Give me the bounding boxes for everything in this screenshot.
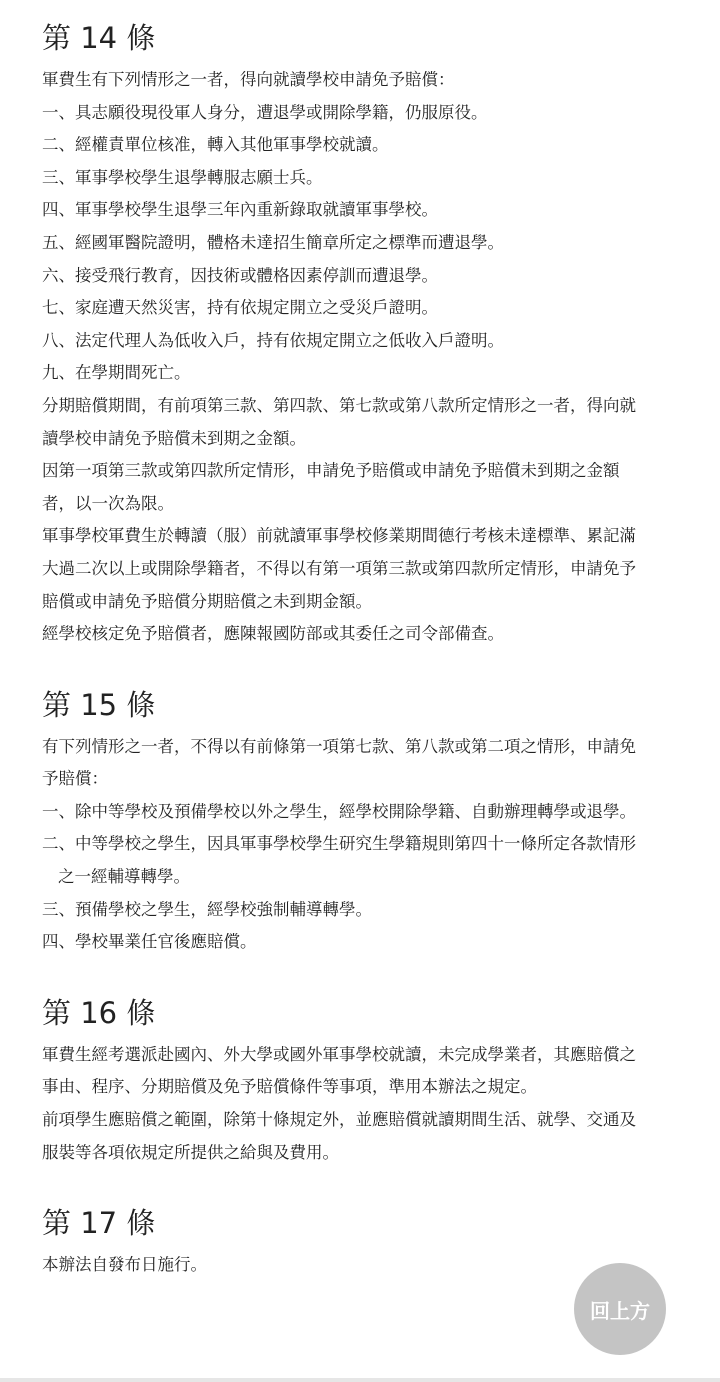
article-16	[42, 993, 642, 1169]
article-15	[42, 685, 642, 959]
list-item: 二、中等學校之學生，因具軍事學校學生研究生學籍規則第四十一條所定各款情形之一經輔導轉學。	[42, 834, 636, 887]
article-title: 第 17 條	[42, 1206, 156, 1241]
list-item: 六、接受飛行教育，因技術或體格因素停訓而遭退學。	[42, 265, 438, 285]
list-item: 一、除中等學校及預備學校以外之學生，經學校開除學籍、自動辦理轉學或退學。	[42, 801, 636, 821]
list-item: 四、學校畢業任官後應賠償。	[42, 932, 257, 952]
article-title: 第 15 條	[42, 687, 156, 722]
article-title: 第 16 條	[42, 995, 156, 1030]
article-title: 第 14 條	[42, 21, 156, 55]
article-14	[42, 18, 642, 651]
list-item: 九、在學期間死亡。	[42, 363, 191, 383]
article-17	[42, 1203, 642, 1282]
paragraph: 分期賠償期間，有前項第三款、第四款、第七款或第八款所定情形之一者，得向就讀學校申請免予賠償未到期之金額。	[42, 395, 636, 448]
paragraph: 軍費生有下列情形之一者，得向就讀學校申請免予賠償：	[42, 70, 455, 89]
paragraph: 有下列情形之一者，不得以有前條第一項第七款、第八款或第二項之情形，申請免予賠償：	[42, 736, 636, 789]
paragraph: 經學校核定免予賠償者，應陳報國防部或其委任之司令部備查。	[42, 624, 504, 644]
paragraph: 軍費生經考選派赴國內、外大學或國外軍事學校就讀，未完成學業者，其應賠償之事由、程序、分期賠償及免予賠償條件等事項，準用本辦法之規定。	[42, 1044, 636, 1097]
paragraph: 前項學生應賠償之範圍，除第十條規定外，並應賠償就讀期間生活、就學、交通及服裝等各項依規定所提供之給與及費用。	[42, 1110, 636, 1162]
back-to-top-button[interactable]: 回上方	[574, 1263, 666, 1355]
list-item: 二、經權責單位核准，轉入其他軍事學校就讀。	[42, 135, 389, 155]
list-item: 一、具志願役現役軍人身分，遭退學或開除學籍，仍服原役。	[42, 102, 488, 122]
list-item: 五、經國軍醫院證明，體格未達招生簡章所定之標準而遭退學。	[42, 232, 504, 252]
paragraph: 軍事學校軍費生於轉讀（服）前就讀軍事學校修業期間德行考核未達標準、累記滿大過二次以上或開除學籍者，不得以有第一項第三款或第四款所定情形，申請免予賠償或申請免予賠償分期賠償之未到期金額。	[42, 526, 636, 611]
list-item: 七、家庭遭天然災害，持有依規定開立之受災戶證明。	[42, 298, 438, 318]
list-item: 三、預備學校之學生，經學校強制輔導轉學。	[42, 899, 372, 919]
bottom-divider	[0, 1378, 720, 1382]
paragraph: 本辦法自發布日施行。	[42, 1255, 207, 1275]
document-content	[42, 18, 642, 1316]
list-item: 八、法定代理人為低收入戶，持有依規定開立之低收入戶證明。	[42, 330, 504, 350]
list-item: 四、軍事學校學生退學三年內重新錄取就讀軍事學校。	[42, 200, 438, 220]
paragraph: 因第一項第三款或第四款所定情形，申請免予賠償或申請免予賠償未到期之金額者，以一次為限。	[42, 461, 620, 513]
list-item: 三、軍事學校學生退學轉服志願士兵。	[42, 167, 323, 187]
